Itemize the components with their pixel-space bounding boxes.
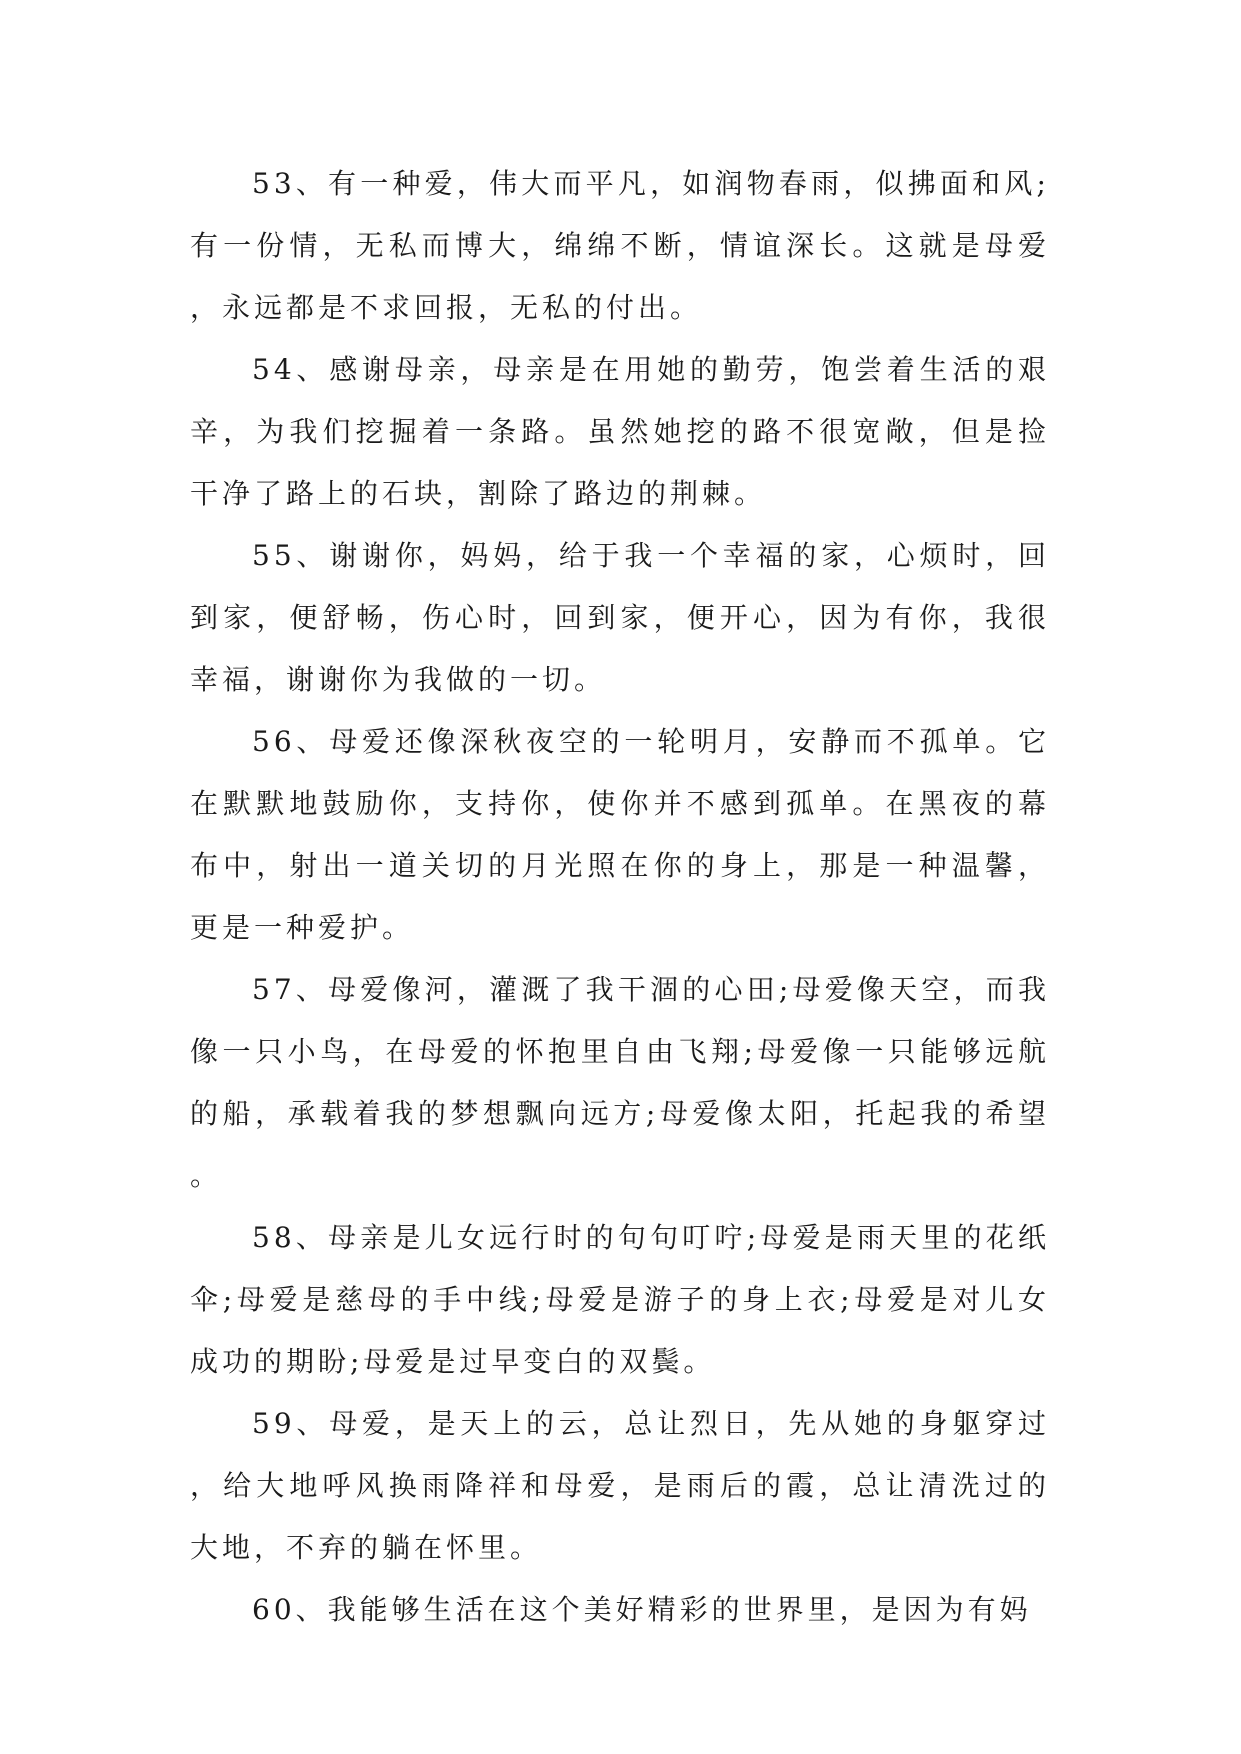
paragraph-55: 55、谢谢你，妈妈，给于我一个幸福的家，心烦时，回到家，便舒畅，伤心时，回到家，便开心，因为有你，我很幸福，谢谢你为我做的一切。	[190, 539, 1050, 696]
paragraph-57: 57、母爱像河，灌溉了我干涸的心田;母爱像天空，而我像一只小鸟，在母爱的怀抱里自由飞翔;母爱像一只能够远航的船，承载着我的梦想飘向远方;母爱像太阳，托起我的希望。	[190, 973, 1050, 1192]
paragraph-59: 59、母爱，是天上的云，总让烈日，先从她的身躯穿过，给大地呼风换雨降祥和母爱，是雨后的霞，总让清洗过的大地，不弃的躺在怀里。	[190, 1407, 1050, 1564]
paragraph-58: 58、母亲是儿女远行时的句句叮咛;母爱是雨天里的花纸伞;母爱是慈母的手中线;母爱是游子的身上衣;母爱是对儿女成功的期盼;母爱是过早变白的双鬓。	[190, 1221, 1050, 1378]
document-body	[190, 153, 1050, 1641]
paragraph-60: 60、我能够生活在这个美好精彩的世界里，是因为有妈	[252, 1593, 1032, 1626]
paragraph-53: 53、有一种爱，伟大而平凡，如润物春雨，似拂面和风;有一份情，无私而博大，绵绵不断，情谊深长。这就是母爱，永远都是不求回报，无私的付出。	[190, 167, 1050, 324]
paragraph-54: 54、感谢母亲，母亲是在用她的勤劳，饱尝着生活的艰辛，为我们挖掘着一条路。虽然她挖的路不很宽敞，但是捡干净了路上的石块，割除了路边的荆棘。	[190, 353, 1050, 510]
paragraph-56: 56、母爱还像深秋夜空的一轮明月，安静而不孤单。它在默默地鼓励你，支持你，使你并不感到孤单。在黑夜的幕布中，射出一道关切的月光照在你的身上，那是一种温馨，更是一种爱护。	[190, 725, 1050, 944]
